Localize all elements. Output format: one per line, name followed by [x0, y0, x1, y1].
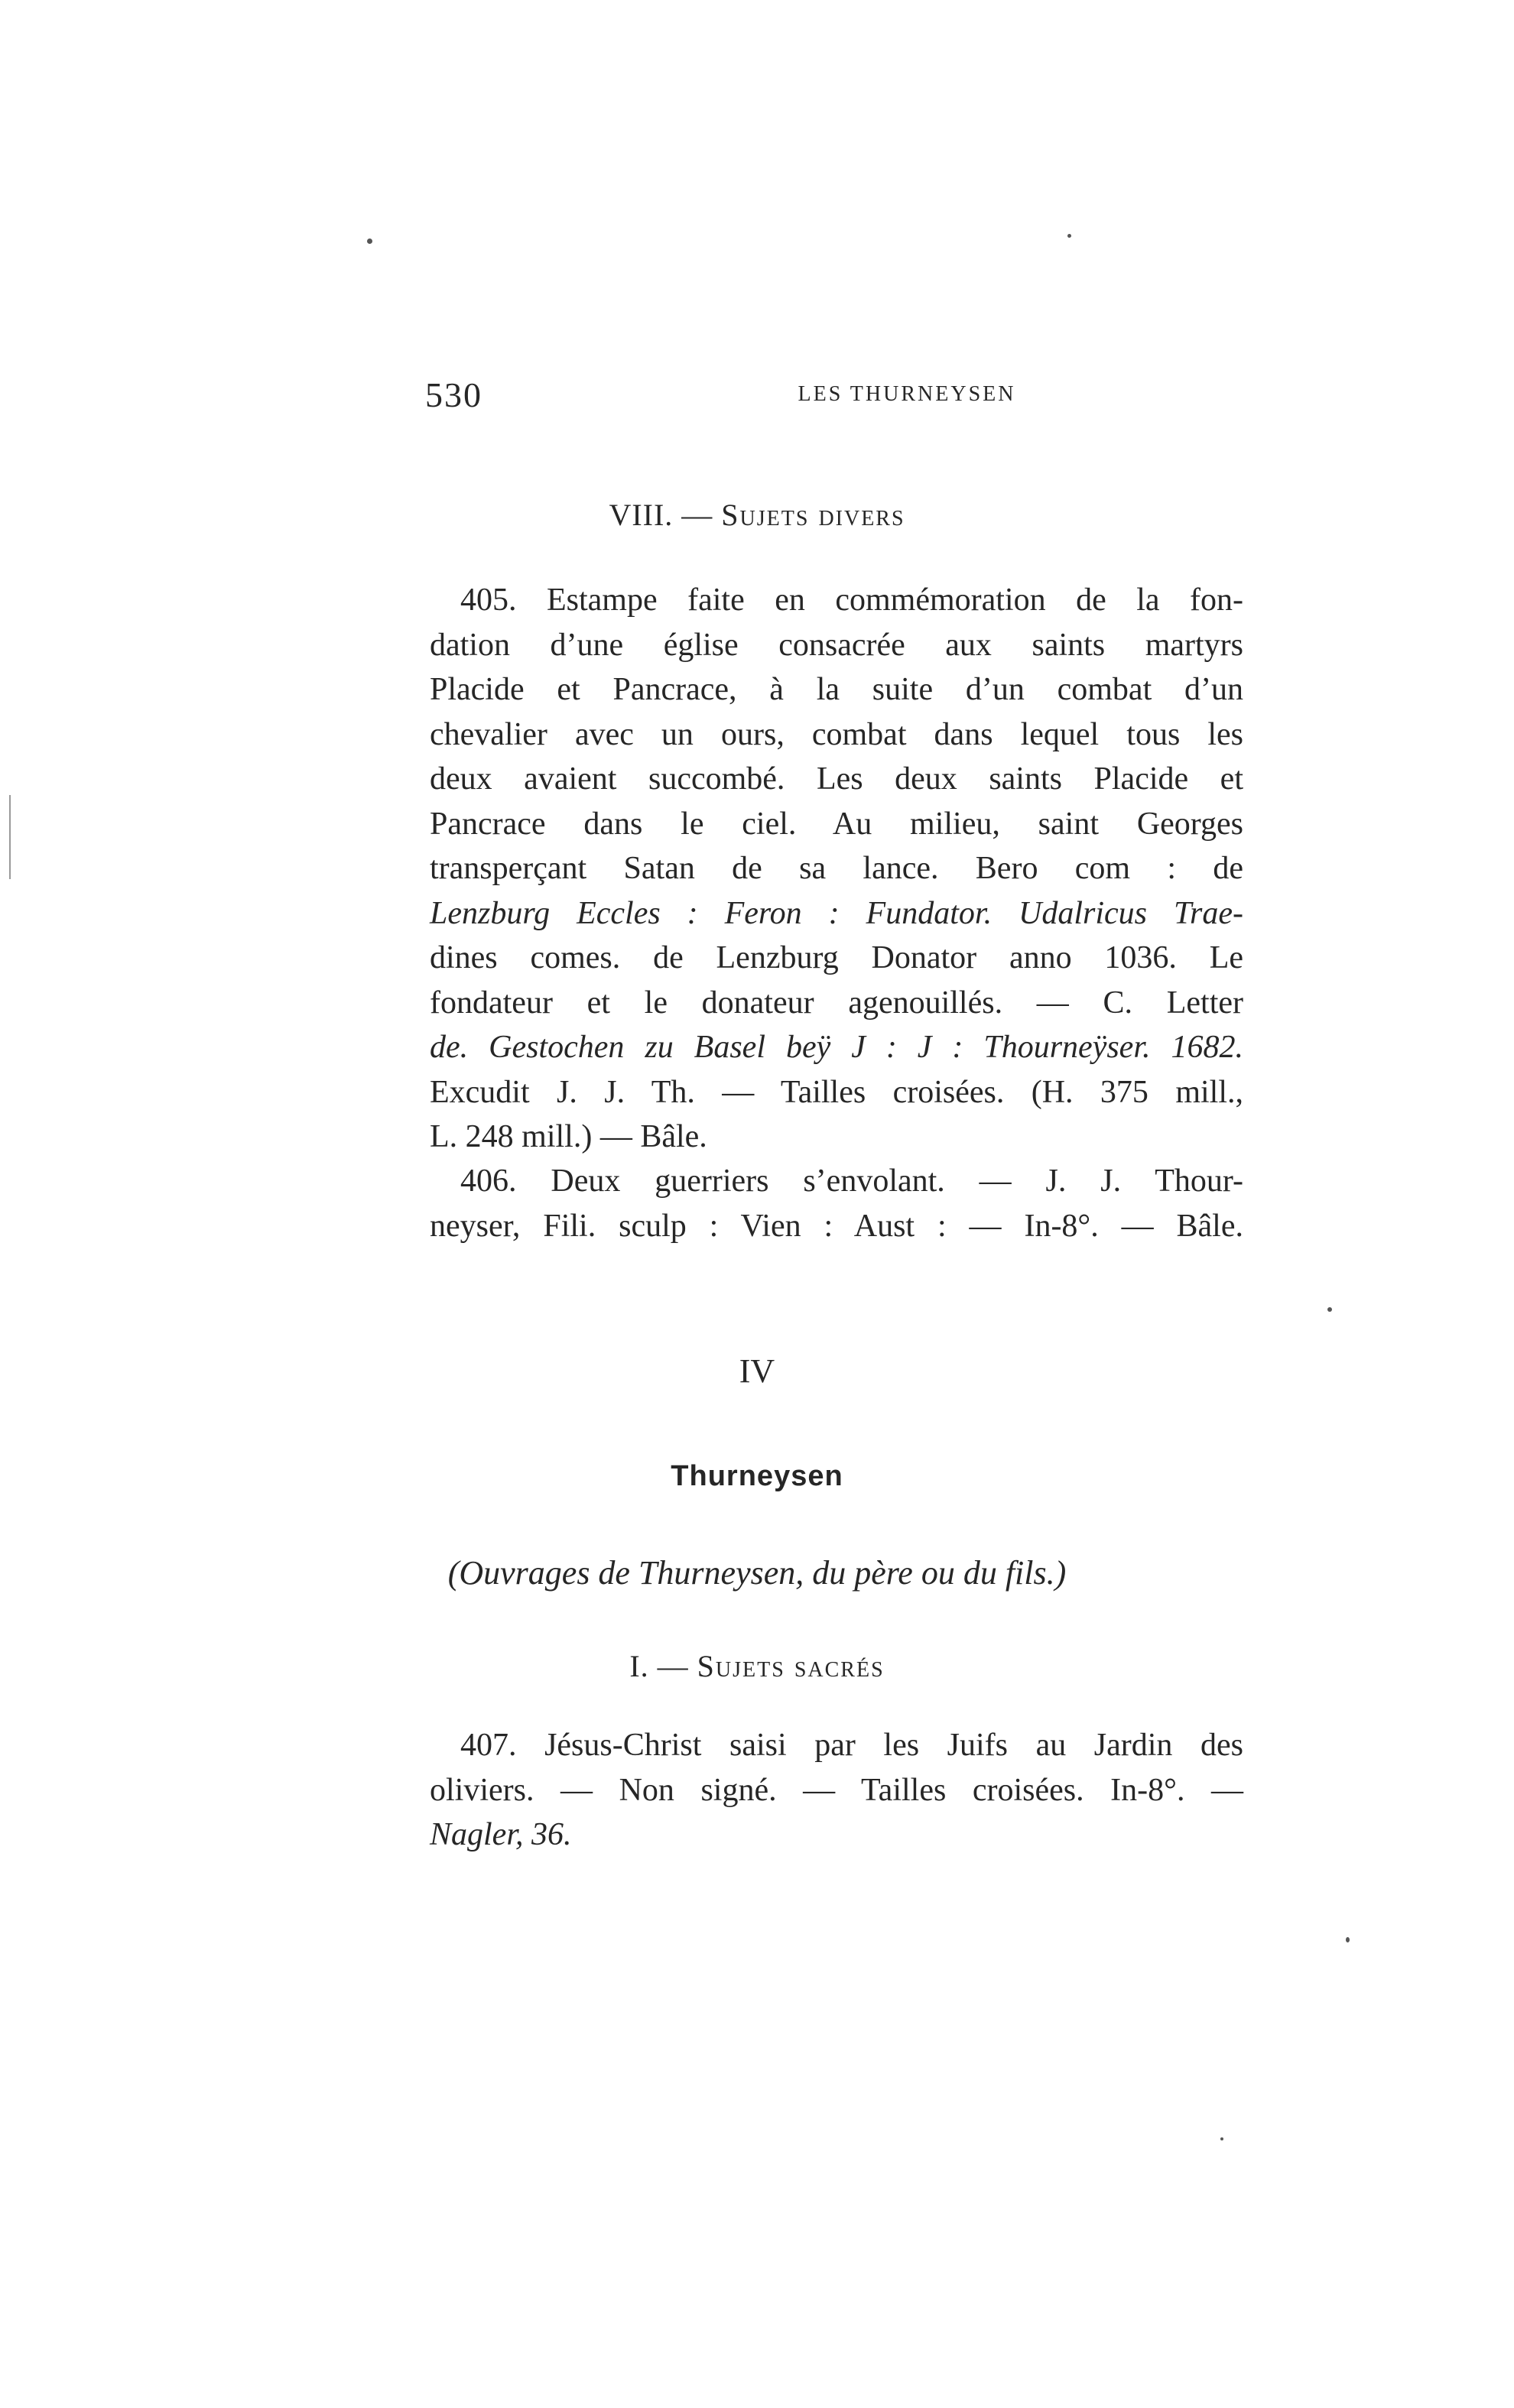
- entry-line: de. Gestochen zu Basel beÿ J : J : Thourneÿser. 1682.: [430, 1030, 1243, 1065]
- section-title: Sujets sacrés: [697, 1649, 885, 1683]
- running-head: [425, 375, 1251, 420]
- chapter-title: Thurneysen: [671, 1460, 843, 1492]
- section-number: I. —: [629, 1649, 697, 1683]
- entry-line: 405. Estampe faite en commémoration de la fon-: [460, 583, 1243, 618]
- section-heading-viii: [0, 497, 1514, 533]
- entry-line: Placide et Pancrace, à la suite d’un combat d’un: [430, 672, 1243, 707]
- section-heading-i: [0, 1648, 1514, 1684]
- scan-speck: [1220, 2137, 1223, 2140]
- entry-405: [430, 578, 1243, 1160]
- entry-line: Nagler, 36.: [430, 1817, 572, 1852]
- scan-edge-mark: [9, 795, 11, 879]
- entry-407: [430, 1723, 1243, 1858]
- entry-406: [430, 1159, 1243, 1248]
- page-number: 530: [425, 375, 482, 414]
- entry-line: 407. Jésus-Christ saisi par les Juifs au Jardin des: [460, 1728, 1243, 1763]
- entry-line: 406. Deux guerriers s’envolant. — J. J. Thour-: [460, 1163, 1243, 1199]
- entry-line: chevalier avec un ours, combat dans lequel tous les: [430, 716, 1243, 752]
- running-title: LES THURNEYSEN: [798, 382, 1016, 406]
- scan-speck: [1067, 234, 1071, 238]
- entry-line: neyser, Fili. sculp : Vien : Aust : — In-8°. — Bâle.: [430, 1208, 1243, 1244]
- entry-line: transperçant Satan de sa lance. Bero com : de: [430, 851, 1243, 886]
- entry-line: fondateur et le donateur agenouillés. — C. Letter: [430, 985, 1243, 1021]
- section-title: Sujets divers: [721, 498, 905, 532]
- scan-speck: [1327, 1307, 1332, 1312]
- entry-line: dines comes. de Lenzburg Donator anno 1036. Le: [430, 940, 1243, 975]
- entry-line: dation d’une église consacrée aux saints martyrs: [430, 627, 1243, 663]
- entry-line: Pancrace dans le ciel. Au milieu, saint Georges: [430, 806, 1243, 842]
- entry-line: oliviers. — Non signé. — Tailles croisées. In-8°. —: [430, 1772, 1243, 1808]
- chapter-subtitle: (Ouvrages de Thurneysen, du père ou du fils.): [447, 1554, 1067, 1592]
- entry-line: Excudit J. J. Th. — Tailles croisées. (H. 375 mill.,: [430, 1074, 1243, 1110]
- scan-speck: [367, 239, 372, 244]
- chapter-number: IV: [739, 1352, 775, 1390]
- section-number: VIII. —: [609, 498, 722, 532]
- entry-line: L. 248 mill.) — Bâle.: [430, 1119, 707, 1154]
- scan-speck: [1346, 1937, 1350, 1942]
- entry-line: deux avaient succombé. Les deux saints Placide et: [430, 761, 1243, 797]
- entry-line: Lenzburg Eccles : Feron : Fundator. Udalricus Trae-: [430, 895, 1243, 931]
